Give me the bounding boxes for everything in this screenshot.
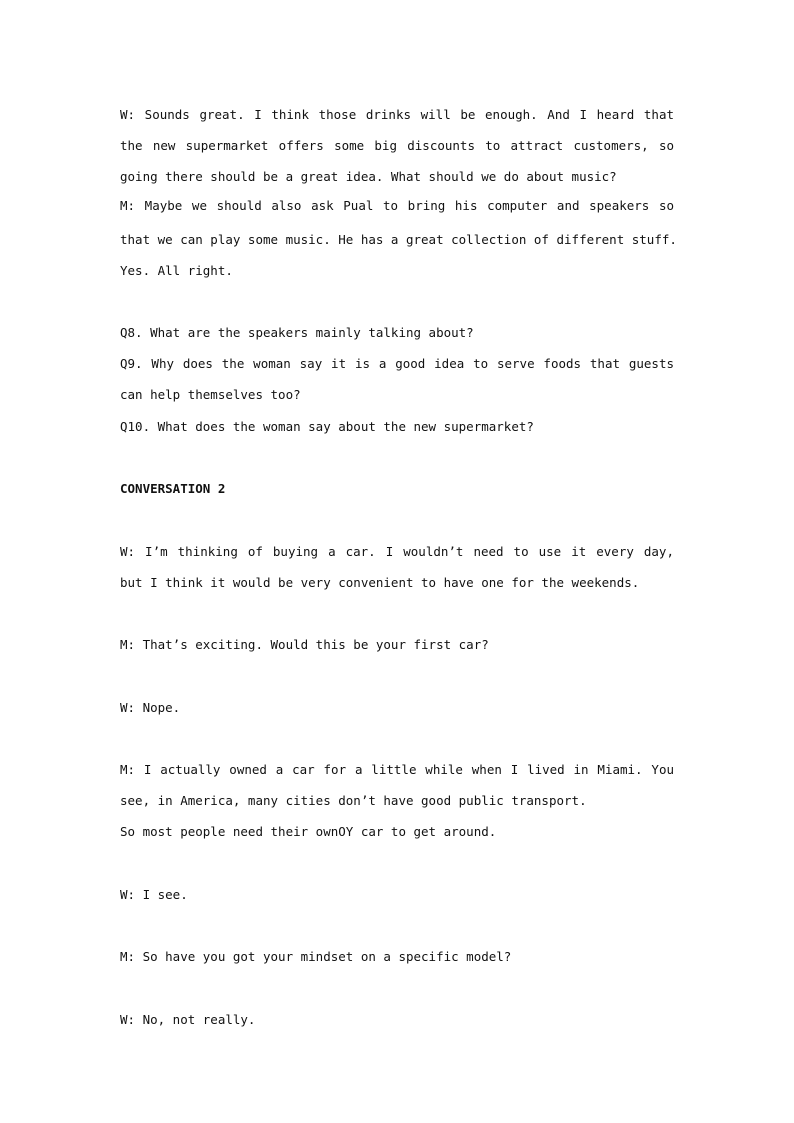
dialogue-line: M: Maybe we should also ask Pual to bring his computer and speakers so <box>120 198 674 213</box>
dialogue-line: going there should be a great idea. What should we do about music? <box>120 169 617 184</box>
dialogue-line: W: Sounds great. I think those drinks will be enough. And I heard that <box>120 107 674 122</box>
dialogue-line: see, in America, many cities don’t have good public transport. <box>120 793 587 808</box>
dialogue-line: M: I actually owned a car for a little while when I lived in Miami. You <box>120 762 674 777</box>
dialogue-line: M: That’s exciting. Would this be your first car? <box>120 637 489 652</box>
dialogue-line: Yes. All right. <box>120 263 233 278</box>
question-line: Q10. What does the woman say about the new supermarket? <box>120 419 534 434</box>
question-line: Q9. Why does the woman say it is a good idea to serve foods that guests <box>120 356 674 371</box>
question-line: can help themselves too? <box>120 387 301 402</box>
dialogue-line: W: Nope. <box>120 700 181 715</box>
dialogue-line: M: So have you got your mindset on a specific model? <box>120 949 512 964</box>
dialogue-line: W: I’m thinking of buying a car. I wouldn’t need to use it every day, <box>120 544 674 559</box>
dialogue-line: W: I see. <box>120 887 188 902</box>
dialogue-line: So most people need their ownOY car to get around. <box>120 824 497 839</box>
dialogue-line: W: No, not really. <box>120 1012 256 1027</box>
dialogue-line: but I think it would be very convenient to have one for the weekends. <box>120 575 640 590</box>
question-line: Q8. What are the speakers mainly talking about? <box>120 325 474 340</box>
dialogue-line: the new supermarket offers some big discounts to attract customers, so <box>120 138 674 153</box>
section-heading: CONVERSATION 2 <box>120 481 226 496</box>
dialogue-line: that we can play some music. He has a great collection of different stuff. <box>120 232 677 247</box>
